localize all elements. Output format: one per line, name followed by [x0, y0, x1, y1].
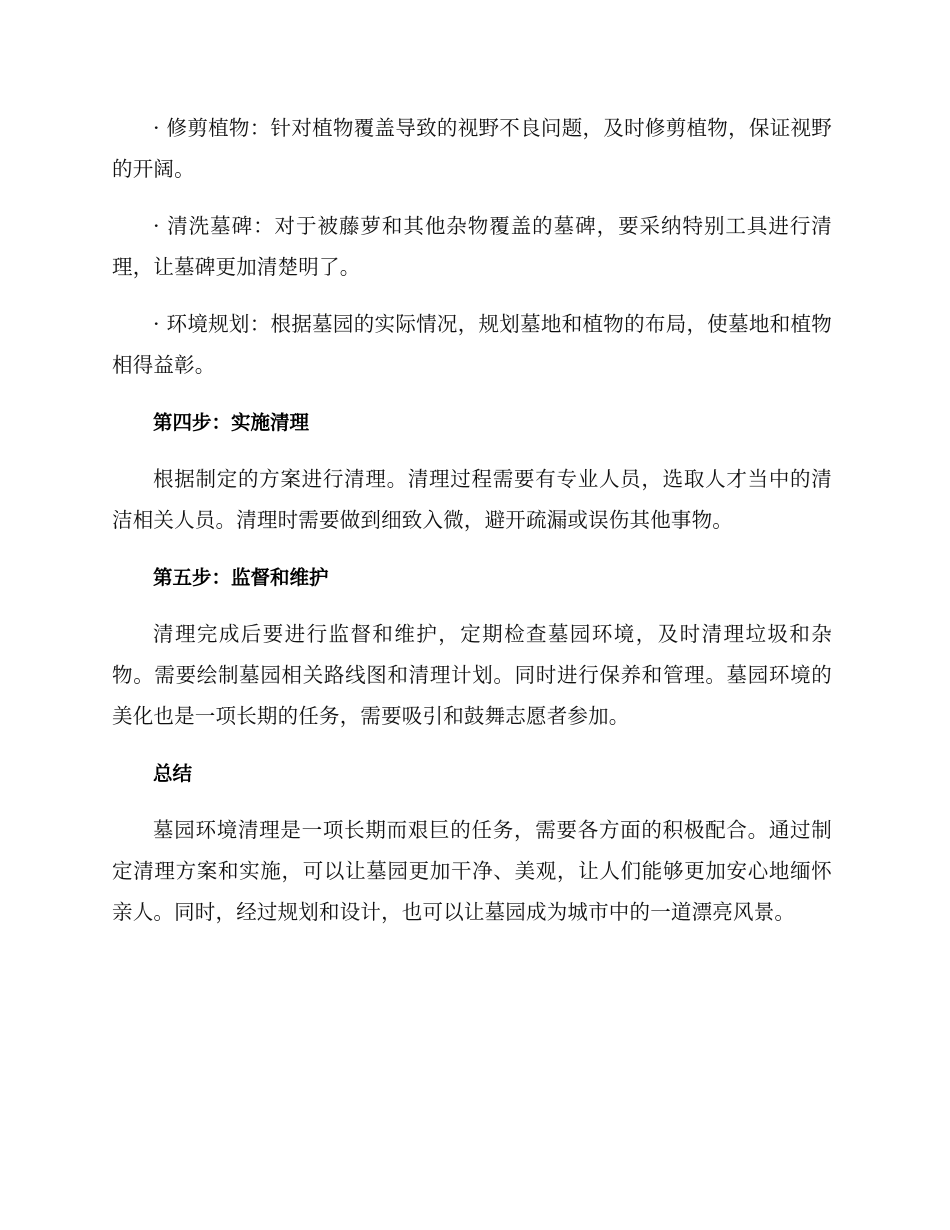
bullet-prune-plants: · 修剪植物：针对植物覆盖导致的视野不良问题，及时修剪植物，保证视野的开阔。: [112, 116, 832, 181]
document-body: [112, 108, 832, 949]
bullet-environment-planning: · 环境规划：根据墓园的实际情况，规划墓地和植物的布局，使墓地和植物相得益彰。: [112, 312, 832, 377]
bullet-clean-tombstones: · 清洗墓碑：对于被藤萝和其他杂物覆盖的墓碑，要采纳特别工具进行清理，让墓碑更加清楚明了。: [112, 214, 832, 279]
heading-step-5: 第五步：监督和维护: [152, 566, 329, 589]
heading-step-4: 第四步：实施清理: [152, 411, 309, 434]
paragraph-step-5: 清理完成后要进行监督和维护，定期检查墓园环境，及时清理垃圾和杂物。需要绘制墓园相关路线图和清理计划。同时进行保养和管理。墓园环境的美化也是一项长期的任务，需要吸引和鼓舞志愿者参加。: [112, 622, 832, 728]
paragraph-summary: 墓园环境清理是一项长期而艰巨的任务，需要各方面的积极配合。通过制定清理方案和实施，可以让墓园更加干净、美观，让人们能够更加安心地缅怀亲人。同时，经过规划和设计，也可以让墓园成为城市中的一道漂亮风景。: [112, 818, 832, 924]
heading-summary: 总结: [152, 762, 192, 785]
paragraph-step-4: 根据制定的方案进行清理。清理过程需要有专业人员，选取人才当中的清洁相关人员。清理时需要做到细致入微，避开疏漏或误伤其他事物。: [112, 467, 832, 532]
